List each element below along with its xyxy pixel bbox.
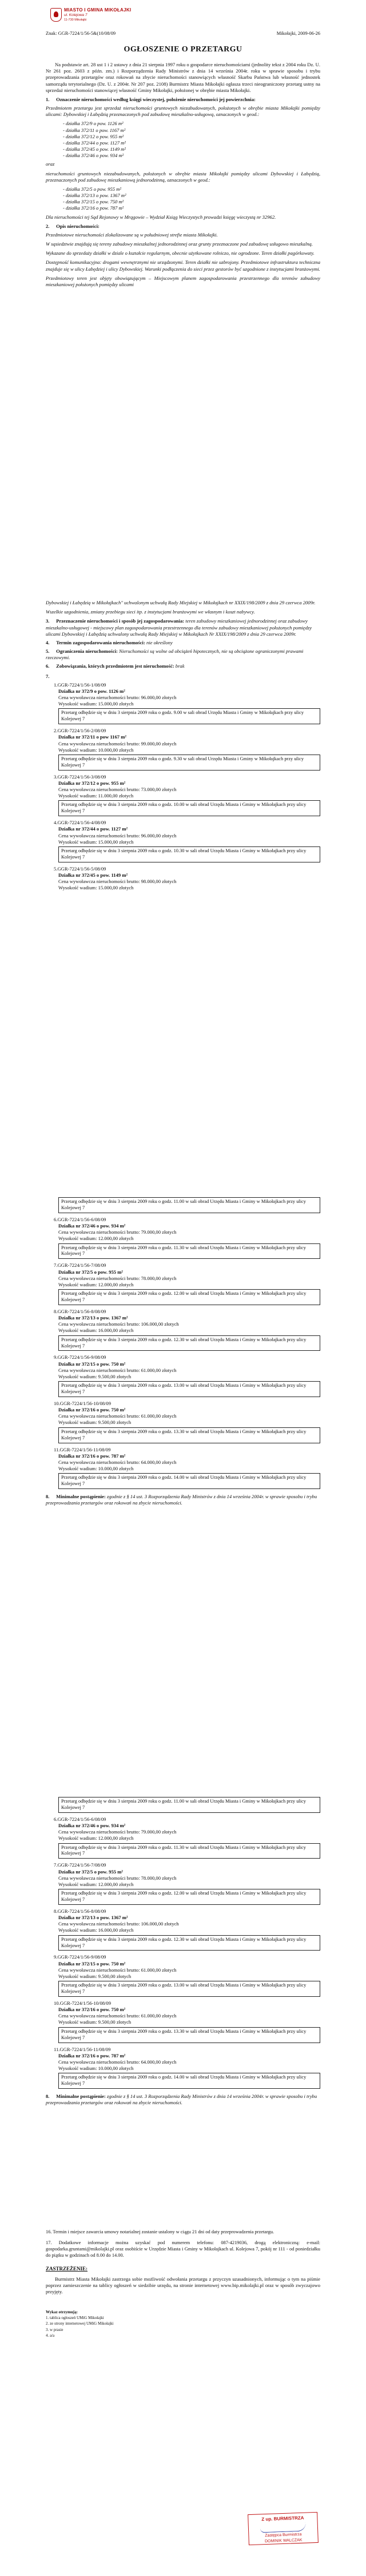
offer-price: Cena wywoławcza nieruchomości brutto: 61.000,00 złotych bbox=[58, 1967, 177, 1973]
offer-reference: 5.GGR-7224/1/56-5/08/09 bbox=[54, 865, 106, 872]
section-title: Przeznaczenie nieruchomości i sposób jej zagospodarowania: bbox=[56, 618, 185, 624]
coordination-note: Wszelkie uzgodnienia, zmiany przebiegu sieci itp. z instytucjami branżowymi we własnym i koszt nabywcy. bbox=[46, 609, 255, 615]
section-2-heading bbox=[46, 223, 320, 230]
document-header bbox=[46, 31, 320, 38]
offer-item bbox=[46, 1217, 320, 1259]
offer-parcel: Działka nr 372/46 o pow. 934 m² bbox=[58, 1223, 126, 1229]
parcel-list-item: - działka 372/9 o pow. 1126 m² bbox=[63, 121, 320, 127]
offers-list-page-4 bbox=[46, 1816, 320, 2089]
offer-reference: 11.GGR-7224/1/56-11/08/09 bbox=[54, 2046, 111, 2052]
offer-price: Cena wywoławcza nieruchomości brutto: 78.000,00 złotych bbox=[58, 1875, 177, 1881]
auction-time-box: Przetarg odbędzie się w dniu 3 sierpnia 2009 roku o godz. 13.30 w sali obrad Urzędu Miasta i Gminy w Mikołajkach przy ulicy Kolejowej 7 bbox=[58, 1427, 320, 1443]
offer-reference: 6.GGR-7224/1/56-6/08/09 bbox=[54, 1216, 106, 1222]
signature-mark bbox=[260, 2523, 306, 2533]
offer-item bbox=[46, 673, 320, 725]
offer-deposit: Wysokość wadium: 12.000,00 złotych bbox=[58, 1281, 134, 1287]
offer-price: Cena wywoławcza nieruchomości brutto: 61.000,00 złotych bbox=[58, 1413, 177, 1419]
offer-parcel: Działka nr 372/5 o pow. 955 m² bbox=[58, 1868, 123, 1875]
offer-price: Cena wywoławcza nieruchomości brutto: 64.000,00 złotych bbox=[58, 2059, 177, 2065]
offer-item bbox=[46, 1401, 320, 1443]
section-text: zgodnie z § 14 ust. 3 Rozporządzenia Rady Ministrów z dnia 14 września 2004r. w sprawie sposobu i trybu przeprowadzania przetargów oraz rokowań na zbycie nieruchomości. bbox=[46, 2093, 317, 2106]
stamp-line-1: Z up. BURMISTRZA bbox=[261, 2515, 304, 2522]
signature-stamp bbox=[248, 2512, 319, 2545]
auction-time-box: Przetarg odbędzie się w dniu 3 sierpnia 2009 roku o godz. 11.30 w sali obrad Urzędu Miasta i Gminy w Mikołajkach przy ulicy Kolejowej 7 bbox=[58, 1243, 320, 1259]
offer-price: Cena wywoławcza nieruchomości brutto: 79.000,00 złotych bbox=[58, 1229, 177, 1235]
offer-section-number: 7. bbox=[46, 673, 50, 679]
document-title: OGŁOSZENIE O PRZETARGU bbox=[124, 45, 242, 54]
offer-price: Cena wywoławcza nieruchomości brutto: 98.000,00 złotych bbox=[58, 878, 177, 885]
offer-item bbox=[46, 728, 320, 771]
offer-item bbox=[46, 2000, 320, 2043]
description-paragraph: Przedmiotowy teren jest objęty obowiązującym – Miejscowym planem zagospodarowania przestrzennego dla terenów zabudowy mieszkaniowej położonych pomiędzy ulicami bbox=[46, 275, 320, 287]
section-number: 6. bbox=[46, 663, 50, 669]
section-3 bbox=[46, 618, 320, 637]
stamp-line-1: MIASTO I GMINA MIKOŁAJKI bbox=[64, 7, 132, 13]
parcel-list-item: - działka 372/46 o pow. 934 m² bbox=[63, 153, 320, 159]
offer-parcel: Działka nr 372/13 o pow. 1367 m² bbox=[58, 1915, 128, 1921]
section-title: Oznaczenie nieruchomości według księgi wieczystej, położenie nieruchomości jej powierzchnia: bbox=[56, 96, 256, 102]
auction-time-box: Przetarg odbędzie się w dniu 3 sierpnia 2009 roku o godz. 11.00 w sali obrad Urzędu Miasta i Gminy w Mikołajkach przy ulicy Kolejowej 7 bbox=[58, 1797, 320, 1813]
reservation-text: Burmistrz Miasta Mikołajki zastrzega sobie możliwość odwołania przetargu z przyczyn uzasadnionych, informując o tym na piśmie poprzez zamieszczenie na tablicy ogłoszeń w siedzibie urzędu, na stronie internetowej www.bip.mikolajki.pl oraz w sposób zwyczajowo przyjęty. bbox=[46, 2276, 320, 2295]
auction-time-box: Przetarg odbędzie się w dniu 3 sierpnia 2009 roku o godz. 12.30 w sali obrad Urzędu Miasta i Gminy w Mikołajkach przy ulicy Kolejowej 7 bbox=[58, 1935, 320, 1951]
section-number: 8. bbox=[46, 2093, 50, 2100]
section-1-text: Przedmiotem przetargu jest sprzedaż nieruchomości gruntowych niezabudowanych, położonych w obrębie miasta Mikołajki pomiędzy ulicami: Dybowskiej i Łabędzią przeznaczonych pod zabudowę mieszkalno-usługową, oznaczonych w geod.: bbox=[46, 105, 320, 118]
offer-item bbox=[46, 1954, 320, 1997]
auction-time-box: Przetarg odbędzie się w dniu 3 sierpnia 2009 roku o godz. 10.30 w sali obrad Urzędu Miasta i Gminy w Mikołajkach przy ulicy Kolejowej 7 bbox=[58, 846, 320, 862]
parcel-list-item: - działka 372/45 o pow. 1149 m² bbox=[63, 146, 320, 153]
page-gap bbox=[46, 2108, 320, 2222]
section-number: 5. bbox=[46, 648, 50, 655]
offer-item bbox=[46, 774, 320, 817]
section-2-text bbox=[46, 232, 320, 288]
offer-deposit: Wysokość wadium: 12.000,00 złotych bbox=[58, 1235, 134, 1242]
offer-parcel: Działka nr 372/9 o pow. 1126 m² bbox=[58, 688, 125, 694]
offer-item bbox=[46, 1354, 320, 1397]
offer-parcel: Działka nr 372/13 o pow. 1367 m² bbox=[58, 1315, 128, 1321]
section-title: Termin zagospodarowania nieruchomości: bbox=[56, 639, 145, 645]
section-text: zgodnie z § 14 ust. 3 Rozporządzenia Rady Ministrów z dnia 14 września 2004r. w sprawie sposobu i trybu przeprowadzania przetargów oraz rokowań na zbycie nieruchomości. bbox=[46, 1494, 317, 1506]
page-1-body bbox=[46, 62, 320, 291]
parcel-list-item: - działka 372/15 o pow. 750 m² bbox=[63, 199, 320, 205]
offer-item bbox=[46, 2047, 320, 2089]
section-number: 3. bbox=[46, 618, 50, 624]
distribution-list bbox=[46, 2310, 320, 2338]
auction-time-box: Przetarg odbędzie się w dniu 3 sierpnia 2009 roku o godz. 10.00 w sali obrad Urzędu Miasta i Gminy w Mikołajkach przy ulicy Kolejowej 7 bbox=[58, 800, 320, 816]
section-number: 2. bbox=[46, 223, 50, 229]
offer-reference: 2.GGR-7224/1/56-2/08/09 bbox=[54, 728, 106, 734]
section-8-repeat bbox=[46, 2093, 320, 2106]
offer-deposit: Wysokość wadium: 10.000,00 złotych bbox=[58, 747, 134, 753]
continued-offer bbox=[46, 1197, 320, 1213]
auction-time-box: Przetarg odbędzie się w dniu 3 sierpnia 2009 roku o godz. 12.30 w sali obrad Urzędu Miasta i Gminy w Mikołajkach przy ulicy Kolejowej 7 bbox=[58, 1335, 320, 1351]
offers-list-page-3 bbox=[46, 1217, 320, 1489]
section-1-text-3: Dla nieruchomości tej Sąd Rejonowy w Mrągowie – Wydział Ksiąg Wieczystych prowadzi księgę wieczystą nr 32962. bbox=[46, 214, 276, 220]
auction-time-box: Przetarg odbędzie się w dniu 3 sierpnia 2009 roku o godz. 12.00 w sali obrad Urzędu Miasta i Gminy w Mikołajkach przy ulicy Kolejowej 7 bbox=[58, 1889, 320, 1905]
offer-item bbox=[46, 1816, 320, 1859]
description-paragraph: Dostępność komunikacyjna: drogami wewnętrznymi nie urządzonymi. Teren działki nie uzbrojony. Przedmiotowe infrastruktura techniczna znajduje się w ulicy Łabędziej i ulicy Dybowskiej. Warunki podłączenia do sieci przez gestorów być uzgodnione z instytucjami branżowymi. bbox=[46, 259, 320, 272]
offer-parcel: Działka nr 372/5 o pow. 955 m² bbox=[58, 1269, 123, 1275]
offer-deposit: Wysokość wadium: 9.500,00 złotych bbox=[58, 1373, 132, 1379]
page-4-body bbox=[46, 1793, 320, 2339]
auction-time-box: Przetarg odbędzie się w dniu 3 sierpnia 2009 roku o godz. 12.00 w sali obrad Urzędu Miasta i Gminy w Mikołajkach przy ulicy Kolejowej 7 bbox=[58, 1289, 320, 1305]
offer-reference: 6.GGR-7224/1/56-6/08/09 bbox=[54, 1816, 106, 1822]
final-points bbox=[46, 2229, 320, 2259]
distribution-items bbox=[46, 2316, 320, 2338]
section-1-oraz: oraz bbox=[46, 161, 55, 167]
document-page-3 bbox=[23, 1188, 343, 1776]
offer-reference: 9.GGR-7224/1/56-9/08/09 bbox=[54, 1354, 106, 1361]
parcel-list-item: - działka 372/16 o pow. 787 m² bbox=[63, 205, 320, 211]
offer-deposit: Wysokość wadium: 15.000,00 złotych bbox=[58, 885, 134, 891]
offer-price: Cena wywoławcza nieruchomości brutto: 106.000,00 złotych bbox=[58, 1921, 179, 1927]
offer-reference: 3.GGR-7224/1/56-3/08/09 bbox=[54, 773, 106, 780]
offer-price: Cena wywoławcza nieruchomości brutto: 61.000,00 złotych bbox=[58, 2013, 177, 2019]
distribution-item: 3. w prasie bbox=[46, 2327, 63, 2332]
offer-price: Cena wywoławcza nieruchomości brutto: 64.000,00 złotych bbox=[58, 1459, 177, 1465]
section-1-text-2: nieruchomości gruntowych niezabudowanych, położonych w obrębie miasta Mikołajki pomiędzy ulicami Dybowskiej i Łabędzią, przeznaczonych pod zabudowę mieszkaniową jednorodzinną, oznaczonych w geod.: bbox=[46, 170, 320, 183]
offer-reference: 7.GGR-7224/1/56-7/08/09 bbox=[54, 1262, 106, 1269]
stamp-line-3: DOMINIK WALCZAK bbox=[264, 2538, 303, 2544]
section-8 bbox=[46, 1494, 320, 1506]
section-text: teren zabudowy mieszkaniowej jednorodzinnej oraz zabudowy mieszkalno-usługowej - miejscowy plan zagospodarowania przestrzennego dla terenów zabudowy mieszkaniowej położonych pomiędzy ulicami Dybowskiej i Łabędzią uchwalony uchwałą Rady Miejskiej w Mikołajkach Nr XXIX/198/2009 z dnia 29 czerwca 2009r. bbox=[46, 618, 312, 637]
plan-continuation: Dybowskiej i Łabędzią w Mikołajkach" uchwalonym uchwałą Rady Miejskiej w Mikołajkach nr XXIX/198/2009 z dnia 29 czerwca 2009r. bbox=[46, 600, 316, 605]
offer-item bbox=[46, 1908, 320, 1951]
stamp-line-3: 11-730 Mikołajki bbox=[64, 18, 87, 22]
offer-reference: 7.GGR-7224/1/56-7/08/09 bbox=[54, 1862, 106, 1868]
parcel-list-2 bbox=[63, 186, 320, 212]
section-title: Minimalne postąpienie: bbox=[56, 1494, 106, 1500]
offer-deposit: Wysokość wadium: 12.000,00 złotych bbox=[58, 1835, 134, 1841]
offer-reference: 10.GGR-7224/1/56-10/08/09 bbox=[54, 1400, 112, 1406]
offer-price: Cena wywoławcza nieruchomości brutto: 96.000,00 złotych bbox=[58, 695, 177, 701]
stamp-line-2: ul. Kolejowa 7 bbox=[64, 13, 87, 17]
section-text: nie określony bbox=[146, 639, 173, 645]
offer-price: Cena wywoławcza nieruchomości brutto: 106.000,00 złotych bbox=[58, 1321, 179, 1327]
offer-parcel: Działka nr 372/16 o pow. 787 m² bbox=[58, 1452, 126, 1459]
document-page-4 bbox=[23, 1788, 343, 2570]
offer-deposit: Wysokość wadium: 9.500,00 złotych bbox=[58, 1973, 132, 1979]
offer-parcel: Działka nr 372/15 o pow. 750 m² bbox=[58, 1960, 126, 1967]
auction-time-box: Przetarg odbędzie się w dniu 3 sierpnia 2009 roku o godz. 13.30 w sali obrad Urzędu Miasta i Gminy w Mikołajkach przy ulicy Kolejowej 7 bbox=[58, 2027, 320, 2043]
offer-reference: 4.GGR-7224/1/56-4/08/09 bbox=[54, 820, 106, 826]
offer-item bbox=[46, 1309, 320, 1351]
offer-item bbox=[46, 820, 320, 862]
section-4 bbox=[46, 640, 320, 646]
parcel-list-item: - działka 372/44 o pow. 1127 m² bbox=[63, 140, 320, 146]
final-point: 16. Termin i miejsce zawarcia umowy notarialnej zostanie ustalony w ciągu 21 dni od daty przeprowadzenia przetargu. bbox=[46, 2229, 274, 2235]
reservation-heading: ZASTRZEŻENIE: bbox=[46, 2266, 88, 2272]
offer-reference: 9.GGR-7224/1/56-9/08/09 bbox=[54, 1954, 106, 1960]
section-title: Minimalne postąpienie: bbox=[56, 2093, 106, 2100]
offer-reference: 10.GGR-7224/1/56-10/08/09 bbox=[54, 2000, 112, 2006]
offer-price: Cena wywoławcza nieruchomości brutto: 96.000,00 złotych bbox=[58, 832, 177, 838]
offer-deposit: Wysokość wadium: 10.000,00 złotych bbox=[58, 2065, 134, 2072]
offer-parcel: Działka nr 372/16 o pow. 750 m² bbox=[58, 2007, 126, 2013]
auction-time-box: Przetarg odbędzie się w dniu 3 sierpnia 2009 roku o godz. 13.00 w sali obrad Urzędu Miasta i Gminy w Mikołajkach przy ulicy Kolejowej 7 bbox=[58, 1381, 320, 1397]
offer-parcel: Działka nr 372/16 o pow. 787 m² bbox=[58, 2052, 126, 2059]
auction-time-box: Przetarg odbędzie się w dniu 3 sierpnia 2009 roku o godz. 9.30 w sali obrad Urzędu Miasta i Gminy w Mikołajkach przy ulicy Kolejowej 7 bbox=[58, 755, 320, 771]
auction-time-box: Przetarg odbędzie się w dniu 3 sierpnia 2009 roku o godz. 14.00 w sali obrad Urzędu Miasta i Gminy w Mikołajkach przy ulicy Kolejowej 7 bbox=[58, 1473, 320, 1489]
offer-deposit: Wysokość wadium: 16.000,00 złotych bbox=[58, 1327, 134, 1334]
section-6 bbox=[46, 663, 320, 669]
offer-reference: 8.GGR-7224/1/56-8/08/09 bbox=[54, 1308, 106, 1314]
offer-price: Cena wywoławcza nieruchomości brutto: 61.000,00 złotych bbox=[58, 1367, 177, 1373]
distribution-title: Wykaz otrzymują: bbox=[46, 2310, 78, 2315]
offer-price: Cena wywoławcza nieruchomości brutto: 79.000,00 złotych bbox=[58, 1829, 177, 1835]
distribution-item: 2. ze strony internetowej UMiG Mikołajki bbox=[46, 2321, 114, 2326]
offer-price: Cena wywoławcza nieruchomości brutto: 99.000,00 złotych bbox=[58, 740, 177, 747]
parcel-list-item: - działka 372/11 o pow. 1167 m² bbox=[63, 127, 320, 134]
description-paragraph: Przedmiotowe nieruchomości zlokalizowane są w południowej strefie miasta Mikołajki. bbox=[46, 231, 218, 238]
offer-deposit: Wysokość wadium: 11.000,00 złotych bbox=[58, 793, 134, 799]
offer-price: Cena wywoławcza nieruchomości brutto: 78.000,00 złotych bbox=[58, 1275, 177, 1281]
offer-reference: 1.GGR-7224/1/56-1/08/09 bbox=[54, 681, 106, 688]
offer-item bbox=[46, 1862, 320, 1905]
offer-deposit: Wysokość wadium: 9.500,00 złotych bbox=[58, 1419, 132, 1426]
offer-item bbox=[46, 1447, 320, 1490]
intro-paragraph: Na podstawie art. 28 ust 1 i 2 ustawy z dnia 21 sierpnia 1997 roku o gospodarce nieruchomościami (jednolity tekst z 2004 roku Dz. U. Nr 261 poz. 2603 z późn. zm.) i Rozporządzenia Rady Ministrów z dnia 14 września 2004r. roku w sprawie sposobu i trybu przeprowadzania przetargów oraz rokowań na zbycie nieruchomości stanowiących własność Skarbu Państwa lub własność jednostek samorządu terytorialnego (Dz. U. z 2004r. Nr 207 poz. 2108) Burmistrz Miasta Mikołajki ogłasza trzeci nieograniczony przetarg ustny na sprzedaż nieruchomości stanowiącej własność Gminy Mikołajki, położonej w obrębie miasta Mikołajki. bbox=[46, 62, 320, 93]
offer-deposit: Wysokość wadium: 9.500,00 złotych bbox=[58, 2019, 132, 2025]
offer-item bbox=[46, 1262, 320, 1305]
reference-number: Znak: GGR-7224/1/56-5&(10/08/09 bbox=[46, 31, 116, 36]
section-1-heading bbox=[46, 97, 320, 103]
offer-deposit: Wysokość wadium: 10.000,00 złotych bbox=[58, 1466, 134, 1472]
offer-deposit: Wysokość wadium: 15.000,00 złotych bbox=[58, 701, 134, 707]
offer-reference: 11.GGR-7224/1/56-11/08/09 bbox=[54, 1446, 111, 1452]
section-number: 4. bbox=[46, 639, 50, 645]
section-title: Ograniczenia nieruchomości: bbox=[56, 648, 118, 655]
offer-deposit: Wysokość wadium: 15.000,00 złotych bbox=[58, 838, 134, 845]
auction-time-box: Przetarg odbędzie się w dniu 3 sierpnia 2009 roku o godz. 14.00 w sali obrad Urzędu Miasta i Gminy w Mikołajkach przy ulicy Kolejowej 7 bbox=[58, 2073, 320, 2089]
section-number: 1. bbox=[46, 96, 50, 102]
auction-time-box: Przetarg odbędzie się w dniu 3 sierpnia 2009 roku o godz. 13.00 w sali obrad Urzędu Miasta i Gminy w Mikołajkach przy ulicy Kolejowej 7 bbox=[58, 1981, 320, 1997]
auction-time-box: Przetarg odbędzie się w dniu 3 sierpnia 2009 roku o godz. 9.00 w sali obrad Urzędu Miasta i Gminy w Mikołajkach przy ulicy Kolejowej 7 bbox=[58, 708, 320, 724]
office-stamp bbox=[50, 7, 136, 24]
distribution-item: 1. tablica ogłoszeń UMiG Mikołajki bbox=[46, 2316, 104, 2321]
offer-parcel: Działka nr 372/46 o pow. 934 m² bbox=[58, 1823, 126, 1829]
auction-time-box: Przetarg odbędzie się w dniu 3 sierpnia 2009 roku o godz. 11.30 w sali obrad Urzędu Miasta i Gminy w Mikołajkach przy ulicy Kolejowej 7 bbox=[58, 1843, 320, 1859]
offer-reference: 8.GGR-7224/1/56-8/08/09 bbox=[54, 1908, 106, 1914]
auction-time-box: Przetarg odbędzie się w dniu 3 sierpnia 2009 roku o godz. 11.00 w sali obrad Urzędu Miasta i Gminy w Mikołajkach przy ulicy Kolejowej 7 bbox=[58, 1197, 320, 1213]
offer-parcel: Działka nr 372/44 o pow. 1127 m² bbox=[58, 826, 128, 832]
section-text: brak bbox=[175, 663, 185, 669]
page-3-body bbox=[46, 1194, 320, 1508]
page-2-body bbox=[46, 600, 320, 892]
section-title: Opis nieruchomości: bbox=[56, 223, 100, 229]
section-number: 8. bbox=[46, 1494, 50, 1500]
offer-parcel: Działka nr 372/16 o pow. 750 m² bbox=[58, 1407, 126, 1413]
document-page-1 bbox=[23, 5, 343, 519]
offer-parcel: Działka nr 372/45 o pow. 1149 m² bbox=[58, 872, 128, 878]
section-5 bbox=[46, 648, 320, 661]
stamp-line-2: Zastępca Burmistrza bbox=[265, 2533, 302, 2538]
offers-list-page-2 bbox=[46, 673, 320, 892]
offer-parcel: Działka nr 372/12 o pow. 955 m² bbox=[58, 780, 126, 786]
document-date: Mikołajki, 2009-06-26 bbox=[276, 31, 320, 36]
offer-deposit: Wysokość wadium: 16.000,00 złotych bbox=[58, 1927, 134, 1933]
section-text: Nieruchomości są wolne od obciążeń hipotecznych, nie są obciążone ograniczonymi prawami rzeczowymi. bbox=[46, 648, 304, 661]
parcel-list-item: - działka 372/13 o pow. 1367 m² bbox=[63, 192, 320, 199]
continued-offer bbox=[46, 1797, 320, 1813]
parcel-list-item: - działka 372/5 o pow. 955 m² bbox=[63, 186, 320, 192]
offer-price: Cena wywoławcza nieruchomości brutto: 73.000,00 złotych bbox=[58, 787, 177, 793]
offer-deposit: Wysokość wadium: 12.000,00 złotych bbox=[58, 1881, 134, 1887]
offer-parcel: Działka nr 372/15 o pow. 750 m² bbox=[58, 1361, 126, 1367]
document-page-2 bbox=[23, 594, 343, 1177]
description-paragraph: W sąsiedztwie znajdują się tereny zabudowy mieszkalnej jednorodzinnej oraz grunty przeznaczone pod zabudowę usługowo mieszkalną. bbox=[46, 241, 313, 247]
description-paragraph: Wykazane do sprzedaży działki w dziale o kształcie regularnym, obecnie użytkowane rolniczo, nie ogrodzone. Teren działki pagórkowaty. bbox=[46, 250, 315, 256]
distribution-item: 4. a/a bbox=[46, 2333, 55, 2338]
coat-of-arms-icon bbox=[50, 8, 62, 22]
parcel-list-1 bbox=[63, 121, 320, 159]
final-point: 17. Dodatkowe informacje można uzyskać pod numerem telefonu: 087-4219036, drogą elektroniczną: e-mail: gospodarka.gruntami@mikolajki.pl oraz osobiście w Urzędzie Miasta i Gminy w Mikołajkach ul. Kolejowa 7, pokój nr 111 - od poniedziałku do piątku w godzinach od 8.00 do 14.00. bbox=[46, 2240, 320, 2258]
offer-item bbox=[46, 866, 320, 892]
offer-parcel: Działka nr 372/11 o pow 1167 m² bbox=[58, 734, 126, 740]
section-title: Zobowiązania, których przedmiotem jest nieruchomość: bbox=[56, 663, 174, 669]
parcel-list-item: - działka 372/12 o pow. 955 m² bbox=[63, 134, 320, 140]
